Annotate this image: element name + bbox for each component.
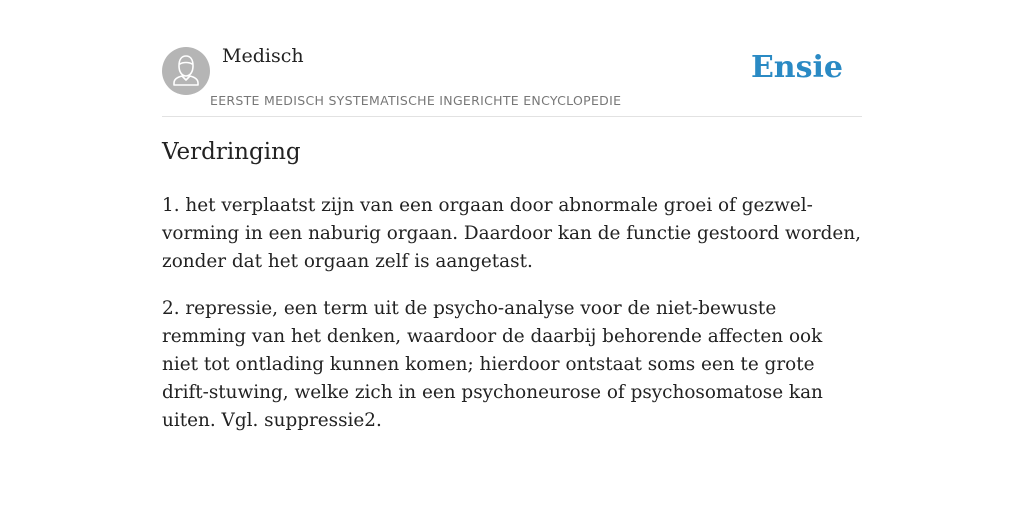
source-subtitle: EERSTE MEDISCH SYSTEMATISCHE INGERICHTE ENCYCLOPEDIE: [210, 93, 622, 108]
definition-2: 2. repressie, een term uit de psycho-analyse voor de niet-bewuste remming van het denken, waardoor de daarbij behorende affecten ook niet tot ontlading kunnen komen; hierdoor ontstaat soms een te grote drift-stuwing, welke zich in een psychoneurose of psychosomatose kan uiten. Vgl. suppressie2.: [162, 298, 823, 431]
entry-title: Verdringing: [162, 139, 301, 165]
content-container: [162, 0, 862, 431]
definition-1: 1. het verplaatst zijn van een orgaan door abnormale groei of gezwel-vorming in een naburig orgaan. Daardoor kan de functie gestoord worden, zonder dat het orgaan zelf is aangetast.: [162, 195, 861, 272]
source-avatar[interactable]: [162, 47, 210, 95]
definition-list: [162, 192, 862, 454]
source-name[interactable]: Medisch: [222, 45, 304, 67]
user-avatar-icon: [162, 47, 210, 95]
brand-logo[interactable]: Ensie: [750, 50, 843, 85]
source-header: [162, 0, 862, 117]
